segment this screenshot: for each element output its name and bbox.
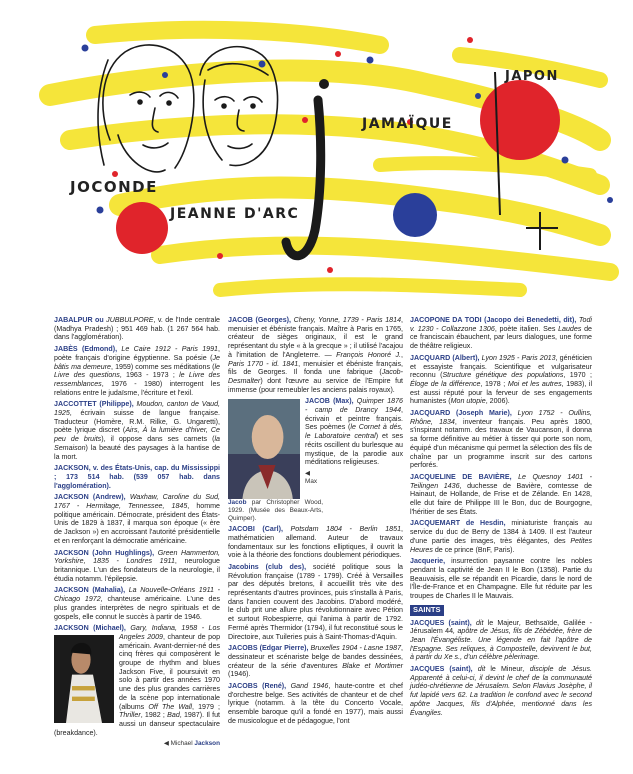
caption-part: ◀ Max — [305, 469, 318, 485]
entry-italic: le Livre des ressemblances — [54, 371, 220, 388]
dictionary-entry — [410, 519, 592, 554]
entry-text: , 1959) comme ses méditations ( — [111, 362, 215, 371]
entry-name-detail: (John Hughlings), — [88, 548, 158, 557]
blue-dot — [562, 157, 569, 164]
joconde-face-drawing — [98, 45, 194, 172]
red-dot — [112, 171, 118, 177]
entry-text: , haute-contre et chef d'orchestre belge. Ses activités de chanteur et de chef lyrique (notamm. à la tête du Concerto Vocale, ensemble baroque qu'il a fondé en 1977), mais aussi de musicologue et de pédagogue, l'ont — [228, 682, 403, 725]
entry-italic: Gand 1946 — [290, 682, 329, 691]
entry-text: , — [401, 350, 403, 359]
entry-headword: JACQUES — [410, 665, 445, 674]
entry-text: , 1978 ; — [480, 379, 508, 388]
entry-italic: Potsdam 1804 - Berlin 1851 — [290, 525, 402, 534]
entry-text: , 1976 - 1980) interrogent les relations entre le judaïsme, l'écriture et l'exil. — [54, 379, 220, 397]
red-dot — [480, 80, 560, 160]
entry-name-detail: ou — [92, 316, 107, 324]
caption-part: Jacob — [228, 499, 247, 507]
entry-italic: , apôtre de Jésus, fils de Zébédée, frère de Jean l'Évangéliste. Une légende en fait l'apôtre de l'Espagne. Ses reliques, à Compostelle, devinrent le but, à partir du Xe s., d'un célèbre pèlerinage. — [410, 627, 592, 662]
entry-name-detail: (René), — [257, 682, 291, 691]
entry-italic: Off The Wall — [148, 702, 192, 711]
entry-headword: JACOBI — [228, 525, 255, 534]
entry-italic: Quimper 1876 - camp de Drancy 1944 — [305, 397, 404, 415]
dictionary-entry — [228, 397, 403, 522]
entry-italic: Blake et Mortimer — [342, 661, 403, 670]
entry-italic: La Nouvelle-Orléans 1911 - Chicago 1972 — [54, 586, 220, 604]
entry-text: (1946). — [228, 670, 251, 679]
entry-text: , chanteuse américaine. L'une des plus grandes interprètes de negro spirituals et de gospels, elle connut le succès à partir de 1946. — [54, 595, 220, 621]
entry-name-detail: , — [443, 557, 452, 566]
entry-text: , menuisier et ébéniste français, fils de Georges. Il fonda une fabrique ( — [228, 359, 403, 377]
entry-text: ) et ses récits oscillent du burlesque au mystique, de la parodie aux méditations religieuses. — [305, 432, 403, 467]
entry-italic: Paris 1770 - id. 1841 — [228, 359, 299, 368]
caption-part: par Christopher Wood, 1929. (Musée des Beaux-Arts, Quimper). — [228, 499, 323, 522]
entry-italic: Petites Heures — [410, 536, 592, 554]
blue-dot — [607, 197, 613, 203]
michael-jackson-photo — [54, 635, 114, 723]
entry-headword: JACOPONE DA TODI — [410, 316, 482, 324]
entry-text: le Majeur — [487, 618, 520, 627]
entry-headword: JACQUARD — [410, 409, 451, 418]
entry-name-detail: (Mahalia), — [88, 586, 129, 595]
entry-text: , 2006). — [485, 397, 510, 406]
entry-italic: Mon utopie — [450, 397, 486, 406]
dictionary-entry — [228, 644, 403, 679]
entry-text: , homme politique américain. Démocrate, président des États-Unis de 1829 à 1837, il marqua son époque (« ère de Jackson ») en accroissant l'autorité présidentielle et en renforçant la démocratie américaine. — [54, 502, 220, 545]
entry-text: , neurologue britannique. L'un des fondateurs de la neurologie, il étudia notamm. l'épilepsie. — [54, 557, 220, 583]
column-3 — [410, 316, 592, 720]
dictionary-entry — [54, 400, 220, 461]
caption-part: Jackson — [194, 740, 220, 748]
red-dot — [327, 267, 333, 273]
section-label: SAINTS — [410, 605, 444, 616]
blue-dot — [367, 57, 374, 64]
entry-headword: JACKSON — [54, 493, 89, 502]
dictionary-entry — [410, 557, 592, 601]
red-dot — [335, 51, 341, 57]
entry-italic: Waxhaw, Caroline du Sud, 1767 - Hermitage, Tennessee, 1845 — [54, 493, 220, 511]
dictionary-entry — [410, 619, 592, 663]
joconde-label: JOCONDE — [70, 178, 158, 196]
entry-text: ) la beauté des paysages à la hantise de la mort. — [54, 443, 220, 461]
entry-headword: JACKSON — [54, 548, 89, 557]
entry-name-detail: , v. des États-Unis, cap. du Mississippi ; 173 514 hab. (539 057 hab. dans l'agglomération). — [54, 464, 220, 490]
entry-text: , 1987). Il fut aussi un danseur spectaculaire (breakdance). — [54, 711, 221, 737]
entry-text: , mathématicien allemand. Auteur de travaux fondamentaux sur les fonctions elliptiques, il ouvrit la voie à la théorie des fonctions doublement périodiques. — [228, 525, 403, 560]
dictionary-entry — [410, 354, 592, 406]
entry-text: , 1963 - 1973 ; — [119, 371, 180, 380]
red-dot — [116, 202, 168, 254]
entry-text: insurrection paysanne contre les nobles pendant la captivité de Jean II le Bon (1358). Partie du Beauvaisis, elle se répandit en Picardie, dans le nord de l'Île-de-France et en Champagne. Elle fut réduite par les troupes de Charles II le Mauvais. — [410, 557, 592, 601]
entry-name-detail: (Edmond), — [77, 345, 122, 354]
michael-jackson-portrait-image — [54, 635, 114, 723]
entry-headword: JACOBS — [228, 644, 258, 653]
dictionary-entry — [410, 665, 592, 717]
jamaique-label: JAMAÏQUE — [362, 116, 453, 132]
entry-name-detail: , — [509, 472, 519, 481]
entry-headword: JACCOTTET — [54, 400, 97, 409]
entry-text: , poète italien. Ses — [494, 324, 559, 333]
dictionary-entry — [410, 316, 592, 351]
dictionary-entry — [54, 624, 220, 737]
blue-dot — [393, 193, 437, 237]
entry-headword: JACOB — [305, 397, 330, 406]
entry-name-detail: , — [503, 519, 512, 528]
entry-italic: Éloge de la différence — [410, 379, 481, 388]
entry-text: ), il oppose dans ses carnets ( — [101, 435, 215, 444]
entry-text: miniaturiste français au service du duc de Berry de 1384 à 1409. Il est l'auteur d'une partie des images, très élégantes, des — [410, 519, 592, 545]
entry-text: , menuisier et ébéniste français. Maître à Paris en 1765, créateur de sièges originaux, il est le grand représentant du style « à la grecque » ; il utilisé l'acajou à l'imitation de l'Angleterre. — — [228, 316, 404, 359]
entry-headword: Jacquerie — [410, 557, 444, 566]
entry-name-detail: (saint), — [444, 665, 478, 674]
entry-italic: le Cornet à dés, le Laboratoire central — [305, 423, 403, 441]
entry-text: , chanteur de pop américain. Avant-dernier-né des cinq frères qui composèrent le groupe de rhythm and blues Jackson Five, il poursuivit en solo à partir des années 1970 une des plus grandes carrières de la scène pop internationale (albums — [119, 632, 221, 711]
entry-text: , 1982 ; — [140, 711, 168, 720]
dictionary-entry — [410, 473, 592, 517]
red-dot — [467, 37, 473, 43]
entry-name-detail: (Andrew), — [88, 493, 130, 502]
entry-name-detail: (Edgar Pierre), — [257, 644, 311, 653]
dictionary-entry — [54, 549, 220, 584]
dictionary-entry — [54, 345, 220, 397]
dictionary-entry — [410, 409, 592, 470]
japon-label: JAPON — [505, 69, 559, 84]
dictionary-entry — [228, 682, 403, 726]
entry-italic: , — [519, 618, 526, 627]
entry-italic: le Livre des questions — [54, 362, 221, 380]
dictionary-entry — [228, 525, 403, 560]
entry-italic: Airs, À la lumière d'hiver, Ce peu de bruits — [54, 426, 220, 444]
entry-headword: JACKSON — [54, 586, 89, 595]
entry-italic: Cheny, Yonne, 1739 - Paris 1814 — [293, 316, 402, 324]
entry-headword: JACOB — [228, 316, 253, 324]
entry-name-detail: (Jacopo dei Benedetti, dit), — [481, 316, 579, 324]
entry-italic: , disciple de Jésus. Apparenté à celui-ci, il devint le chef de la communauté judéo-chrétienne de Jérusalem. Selon Flavius Josèphe, il fut lapidé vers 62. La tradition le confond avec le second apôtre Jacques, fils d'Alphée, mentionné dans les Évangiles. — [410, 665, 592, 717]
entry-headword: JACQUES — [410, 618, 445, 627]
dictionary-columns — [0, 316, 633, 774]
entry-italic: Todi v. 1230 - Collazzone 1306 — [410, 316, 592, 333]
entry-italic: Bad — [167, 711, 180, 720]
dictionary-entry — [228, 316, 403, 394]
entry-headword: JACQUARD — [410, 353, 451, 362]
entry-italic: Bruxelles 1904 - Lasne 1987 — [310, 644, 402, 653]
entry-text: Bethsaïde, Galilée - Jérusalem 44 — [410, 618, 592, 636]
entry-headword: JACOBS — [228, 682, 258, 691]
entry-italic: Je bâtis ma demeure — [54, 353, 220, 371]
entry-text: ) dont l'œuvre au service de l'Empire fut immense (pour remeubler les anciens palais royaux). — [228, 376, 403, 394]
entry-italic: Lyon 1925 - Paris 2013 — [481, 353, 556, 362]
entry-headword: JACQUELINE DE BAVIÈRE — [410, 472, 510, 481]
entry-name-detail: (Max), — [329, 397, 357, 406]
entry-headword: JACKSON — [54, 464, 89, 473]
entry-name-detail: (club des), — [258, 562, 313, 571]
max-jacob-photo-block — [228, 397, 300, 499]
entry-italic: Moudon, canton de Vaud, 1925 — [54, 400, 220, 418]
caption-part: ◀ Michael — [163, 740, 195, 748]
entry-text: , 1983), il est aussi réputé pour la ferveur de ses engagements humanistes ( — [410, 379, 593, 406]
entry-text: , duchesse de Bavière, comtesse de Hainaut, de Hollande, de Frise et de Zélande. En 1428, elle dut faire de Philippe III le Bon, duc de Bourgogne, l'héritier de ses États. — [410, 481, 592, 516]
blue-dot — [162, 72, 168, 78]
photo-caption — [54, 740, 220, 748]
entry-name-detail: (Michael), — [88, 624, 131, 633]
jeanne-label: JEANNE D'ARC — [170, 206, 300, 222]
entry-text: , écrivain suisse de langue française. Traducteur (Homère, R.M. Rilke, G. Ungaretti), poète lyrique discret ( — [54, 409, 220, 435]
entry-text: , v. de l'Inde centrale (Madhya Pradesh) ; 951 469 hab. (1 267 564 hab. dans l'agglomération). — [54, 316, 221, 342]
dictionary-entry — [54, 493, 220, 545]
entry-italic: la Semaison — [54, 435, 220, 452]
dictionary-entry — [54, 586, 220, 621]
red-dot — [217, 253, 223, 259]
entry-italic: Le Caire 1912 - Paris 1991 — [121, 345, 219, 354]
max-jacob-photo — [228, 399, 300, 499]
blue-dot — [475, 93, 481, 99]
entry-italic: Green Hammerton, Yorkshire, 1835 - Londres 1911 — [54, 548, 220, 566]
entry-text: de ce prince (BnF, Paris). — [432, 545, 515, 554]
entry-italic: Thriller — [119, 711, 141, 720]
entry-italic: Jacob-Desmalter — [228, 368, 403, 385]
entry-italic: Gary, Indiana, 1958 - Los Angeles 2009 — [119, 624, 220, 641]
entry-text: le Mineur — [490, 665, 523, 674]
entry-text: , écrivain et peintre français. Ses poèmes ( — [305, 406, 403, 432]
max-jacob-portrait-image — [228, 399, 300, 499]
dictionary-entry — [228, 563, 403, 641]
entry-headword: JACQUEMART de Hesdin — [410, 519, 504, 528]
entry-text: , dessinateur et scénariste belge de bandes dessinées, créateur de la série d'aventures — [228, 644, 403, 670]
column-2 — [228, 316, 403, 729]
entry-name-detail: (Philippe), — [96, 400, 137, 409]
entry-italic: Structure génétique des populations — [442, 371, 564, 380]
entry-italic: Le Quesnoy 1401 - Teilingen 1436 — [410, 472, 593, 490]
entry-name-detail: (Albert), — [450, 353, 482, 362]
entry-italic: Lyon 1752 - Oullins, Rhône, 1834 — [410, 409, 592, 426]
entry-text: , généticien et essayiste français. Scientifique et vulgarisateur reconnu ( — [410, 353, 592, 380]
entry-italic: JUBBULPORE — [106, 316, 154, 324]
blue-dot — [97, 207, 104, 214]
dictionary-entry — [54, 464, 220, 490]
entry-name-detail: (Carl), — [254, 525, 291, 534]
entry-italic: dit — [477, 665, 491, 674]
entry-name-detail: (Georges), — [252, 316, 294, 324]
illustration-banner — [0, 0, 633, 312]
j-dot — [319, 79, 329, 89]
entry-italic: François Honoré J. — [336, 350, 401, 359]
entry-text: de ce franciscain ébauchent, par leurs dialogues, une forme de théâtre religieux. — [410, 324, 592, 351]
column-1 — [54, 316, 220, 748]
entry-italic: dit — [475, 618, 488, 627]
entry-name-detail: (Joseph Marie), — [450, 409, 518, 418]
entry-headword: JACKSON — [54, 624, 89, 633]
entry-text: société politique sous la Révolution française (1789 - 1799). Créé à Versailles par des députés bretons, il accueillit très vite des représentants d'autres provinces, puis s'installa à Paris, dans l'ancien couvent des Jacobins. D'abord modéré, le club prit une allure plus révolutionnaire avec Pétion et surtout Robespierre, qui l'anima à partir de 1792. Fermé après Thermidor (1794), il fut reconstitué sous le Directoire, aux Tuileries puis à Saint-Thomas-d'Aquin. — [228, 562, 403, 641]
entry-text: , 1970 ; — [563, 371, 592, 380]
entry-headword: JABÈS — [54, 345, 78, 354]
blue-dot — [82, 45, 89, 52]
entry-name-detail: (saint), — [444, 618, 476, 627]
blue-dot — [259, 61, 266, 68]
dictionary-entry — [54, 316, 220, 342]
entry-text: , poète français d'origine égyptienne. Sa poésie ( — [54, 345, 220, 362]
entry-italic: Moi et les autres — [507, 379, 562, 388]
entry-headword: JABALPUR — [54, 316, 93, 324]
red-dot — [302, 117, 308, 123]
entry-text: , inventeur français. Peu après 1800, s'inspirant notamm. des travaux de Vaucanson, il donna sa forme définitive au métier à tisser qui porte son nom, équipé d'un mécanisme qui permet la sélection des fils de chaîne par un programme inscrit sur des cartons perforés. — [410, 417, 592, 470]
entry-headword: Jacobins — [228, 562, 259, 571]
entry-text: , 1979 ; — [192, 702, 220, 711]
entry-italic: Laudes — [558, 324, 582, 333]
